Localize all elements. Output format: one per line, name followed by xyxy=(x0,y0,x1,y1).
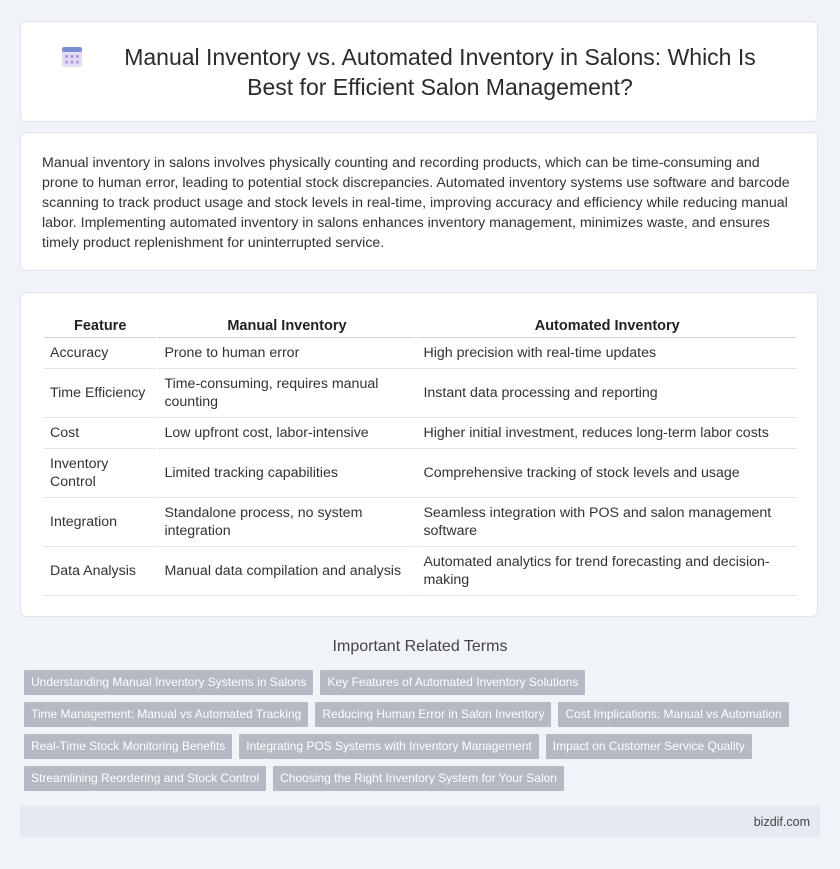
automated-cell: Instant data processing and reporting xyxy=(417,369,797,418)
table-row xyxy=(44,547,797,596)
intro-card xyxy=(20,132,818,271)
related-term-tag[interactable]: Integrating POS Systems with Inventory Management xyxy=(239,734,538,759)
manual-cell: Limited tracking capabilities xyxy=(158,449,415,498)
manual-cell: Time-consuming, requires manual counting xyxy=(158,369,415,418)
header-feature: Feature xyxy=(44,313,156,338)
automated-cell: Seamless integration with POS and salon management software xyxy=(417,498,797,547)
feature-cell: Time Efficiency xyxy=(44,369,156,418)
table-row xyxy=(44,449,797,498)
manual-cell: Standalone process, no system integration xyxy=(158,498,415,547)
title-wrap xyxy=(21,42,817,102)
related-term-tag[interactable]: Cost Implications: Manual vs Automation xyxy=(558,702,788,727)
related-term-tag[interactable]: Streamlining Reordering and Stock Control xyxy=(24,766,266,791)
manual-cell: Low upfront cost, labor-intensive xyxy=(158,418,415,449)
feature-cell: Cost xyxy=(44,418,156,449)
related-term-tag[interactable]: Real-Time Stock Monitoring Benefits xyxy=(24,734,232,759)
intro-paragraph: Manual inventory in salons involves physically counting and recording products, which can be time-consuming and prone to human error, leading to potential stock discrepancies. Automated inventory systems use software and barcode scanning to track product usage and stock levels in real-time, improving accuracy and efficiency while reducing manual labor. Implementing automated inventory in salons enhances inventory management, minimizes waste, and ensures timely product replenishment for uninterrupted service. xyxy=(42,155,790,251)
related-term-tag[interactable]: Time Management: Manual vs Automated Tracking xyxy=(24,702,308,727)
automated-cell: Higher initial investment, reduces long-term labor costs xyxy=(417,418,797,449)
manual-cell: Manual data compilation and analysis xyxy=(158,547,415,596)
table-header-row xyxy=(44,313,797,338)
page-title: Manual Inventory vs. Automated Inventory in Salons: Which Is Best for Efficient Salon Management? xyxy=(124,43,756,100)
tag-row xyxy=(24,702,824,727)
header-manual: Manual Inventory xyxy=(158,313,415,338)
table-row xyxy=(44,338,797,369)
tag-row xyxy=(24,734,824,759)
footer xyxy=(20,806,820,838)
related-term-tag[interactable]: Understanding Manual Inventory Systems in Salons xyxy=(24,670,313,695)
related-term-tag[interactable]: Reducing Human Error in Salon Inventory xyxy=(315,702,551,727)
related-terms-heading: Important Related Terms xyxy=(332,638,508,655)
related-term-tag[interactable]: Impact on Customer Service Quality xyxy=(546,734,752,759)
footer-site-link[interactable]: bizdif.com xyxy=(753,815,810,829)
title-card xyxy=(20,21,818,122)
table-row xyxy=(44,369,797,418)
comparison-table xyxy=(42,313,799,596)
feature-cell: Inventory Control xyxy=(44,449,156,498)
automated-cell: Comprehensive tracking of stock levels and usage xyxy=(417,449,797,498)
calendar-grid-icon xyxy=(61,46,83,68)
header-automated: Automated Inventory xyxy=(417,313,797,338)
comparison-card xyxy=(20,292,818,617)
table-row xyxy=(44,418,797,449)
tag-row xyxy=(24,670,824,695)
feature-cell: Data Analysis xyxy=(44,547,156,596)
feature-cell: Accuracy xyxy=(44,338,156,369)
related-term-tag[interactable]: Choosing the Right Inventory System for Your Salon xyxy=(273,766,564,791)
automated-cell: Automated analytics for trend forecasting and decision-making xyxy=(417,547,797,596)
automated-cell: High precision with real-time updates xyxy=(417,338,797,369)
feature-cell: Integration xyxy=(44,498,156,547)
related-terms-list xyxy=(24,670,824,798)
manual-cell: Prone to human error xyxy=(158,338,415,369)
table-row xyxy=(44,498,797,547)
related-term-tag[interactable]: Key Features of Automated Inventory Solutions xyxy=(320,670,585,695)
tag-row xyxy=(24,766,824,791)
